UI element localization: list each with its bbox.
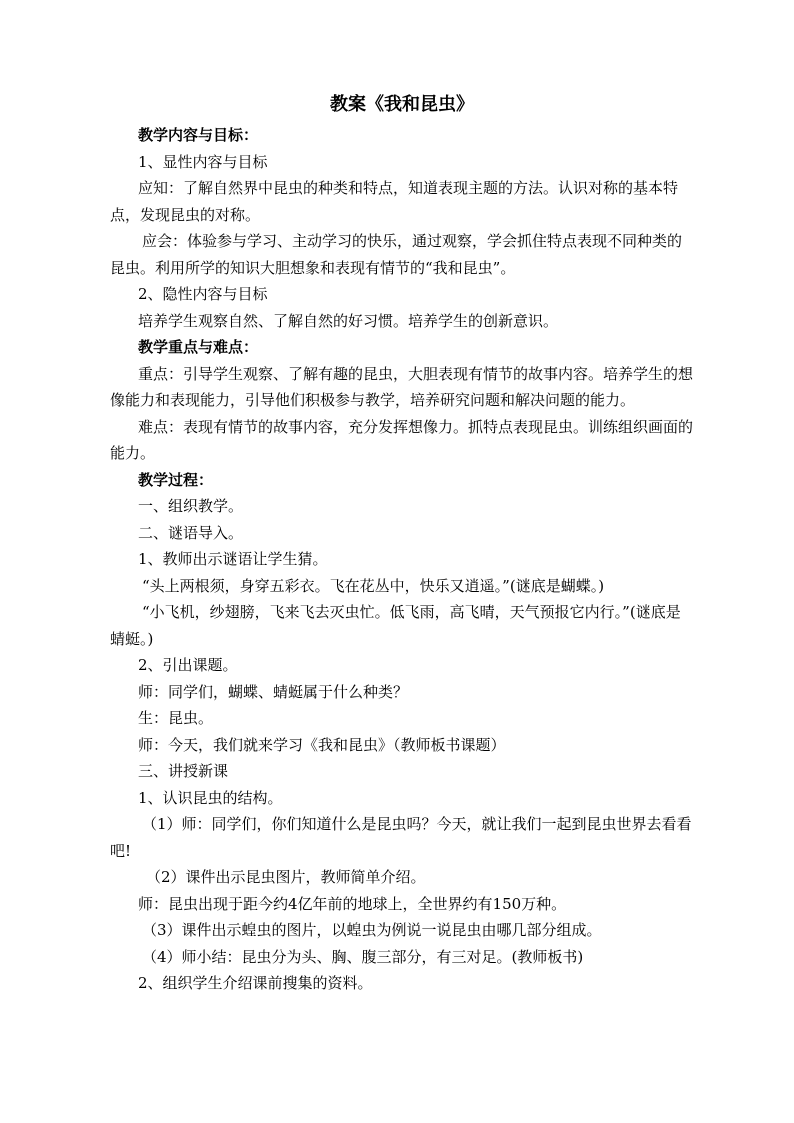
paragraph: （1）师：同学们，你们知道什么是昆虫吗？今天，就让我们一起到昆虫世界去看看吧!: [110, 815, 692, 860]
paragraph: （4）师小结：昆虫分为头、胸、腹三部分，有三对足。(教师板书): [142, 947, 584, 966]
section-heading: 教学内容与目标：: [138, 126, 259, 144]
paragraph: 二、谜语导入。: [138, 523, 244, 542]
paragraph: 应知：了解自然界中昆虫的种类和特点，知道表现主题的方法。认识对称的基本特点，发现昆虫的对称。: [110, 179, 679, 224]
section-heading: 教学过程：: [138, 470, 214, 489]
riddle-line: “头上两根须，身穿五彩衣。飞在花丛中，快乐又逍遥。”(谜底是蝴蝶。): [142, 576, 605, 595]
dialogue-line: 师：同学们，蝴蝶、蜻蜓属于什么种类？: [138, 682, 409, 701]
document-title: 教案《我和昆虫》: [330, 94, 474, 115]
paragraph: （2）课件出示昆虫图片，教师简单介绍。: [146, 868, 426, 886]
paragraph: 应会：体验参与学习、主动学习的快乐，通过观察，学会抓住特点表现不同种类的昆虫。利用所学的知识大胆想象和表现有情节的“我和昆虫”。: [110, 232, 683, 277]
section-heading: 教学重点与难点：: [138, 338, 259, 356]
riddle-line: “小飞机，纱翅膀，飞来飞去灭虫忙。低飞雨，高飞晴，天气预报它内行。”(谜底是蜻蜓。): [110, 603, 681, 648]
paragraph: （3）课件出示蝗虫的图片，以蝗虫为例说一说昆虫由哪几部分组成。: [142, 921, 602, 939]
dialogue-line: 生：昆虫。: [138, 709, 214, 727]
paragraph: 重点：引导学生观察、了解有趣的昆虫，大胆表现有情节的故事内容。培养学生的想像能力和表现能力，引导他们积极参与教学，培养研究问题和解决问题的能力。: [110, 364, 694, 409]
dialogue-line: 师：昆虫出现于距今约4亿年前的地球上，全世界约有150万种。: [138, 894, 567, 913]
paragraph: 2、引出课题。: [138, 656, 238, 674]
dialogue-line: 师：今天，我们就来学习《我和昆虫》（教师板书课题）: [138, 735, 506, 754]
document-body: [110, 88, 694, 997]
paragraph: 1、显性内容与目标: [138, 152, 268, 171]
paragraph: 2、组织学生介绍课前搜集的资料。: [138, 974, 373, 992]
paragraph: 2、隐性内容与目标: [138, 285, 268, 303]
paragraph: 三、讲授新课: [138, 762, 229, 780]
paragraph: 培养学生观察自然、了解自然的好习惯。培养学生的创新意识。: [138, 311, 559, 330]
paragraph: 难点：表现有情节的故事内容，充分发挥想像力。抓特点表现昆虫。训练组织画面的能力。: [110, 417, 694, 462]
paragraph: 1、教师出示谜语让学生猜。: [138, 550, 328, 568]
paragraph: 1、认识昆虫的结构。: [138, 788, 283, 807]
paragraph: 一、组织教学。: [138, 497, 244, 515]
